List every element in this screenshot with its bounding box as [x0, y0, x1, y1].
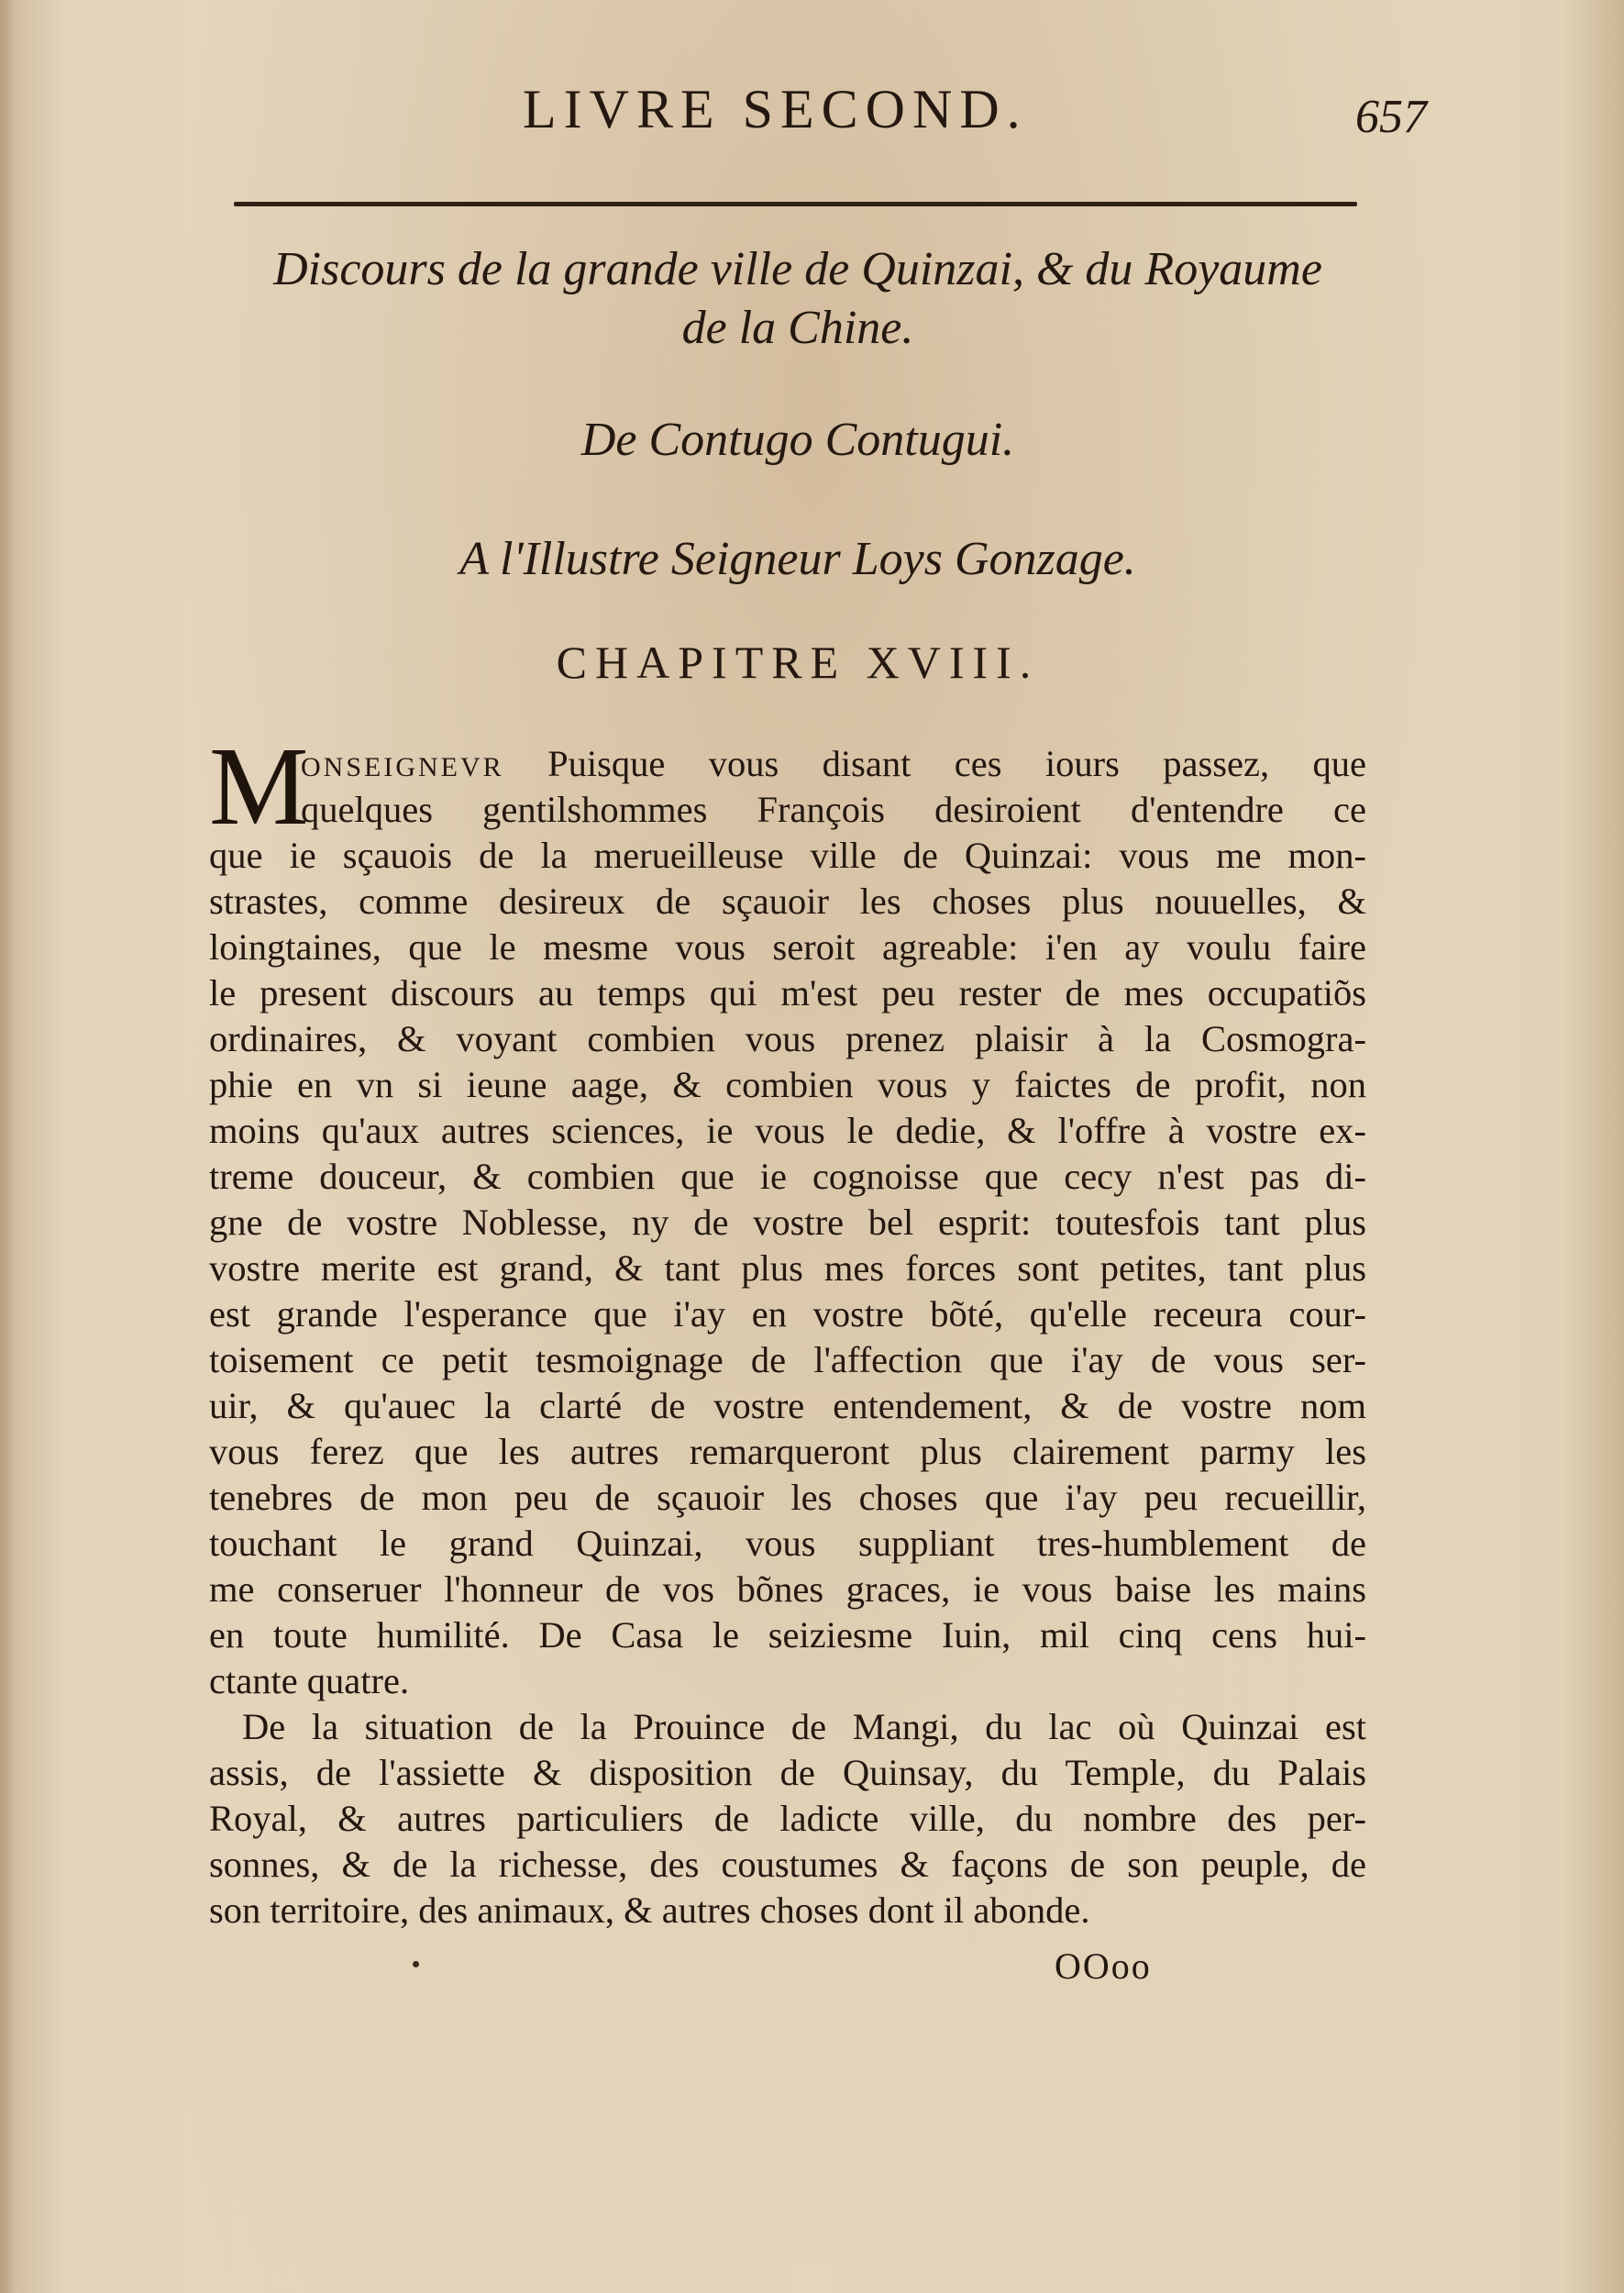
- catchword: OOoo: [1055, 1945, 1152, 1987]
- paragraph-2-line: sonnes, & de la richesse, des coustumes & façons de son peuple, de: [209, 1844, 1366, 1885]
- drop-cap: M: [209, 725, 309, 848]
- paragraph-1-line: en toute humilité. De Casa le seiziesme Iuin, mil cinq cens hui-: [209, 1614, 1366, 1656]
- paragraph-2-line: Royal, & autres particuliers de ladicte ville, du nombre des per-: [209, 1798, 1366, 1839]
- paragraph-1-line: vostre merite est grand, & tant plus mes forces sont petites, tant plus: [209, 1247, 1366, 1289]
- paragraph-1-line: vous ferez que les autres remarqueront plus clairement parmy les: [209, 1431, 1366, 1472]
- paragraph-1-line: moins qu'aux autres sciences, ie vous le dedie, & l'offre à vostre ex-: [209, 1110, 1366, 1151]
- paragraph-1-line: uir, & qu'auec la clarté de vostre entendement, & de vostre nom: [209, 1385, 1366, 1426]
- section-title-line-1: Discours de la grande ville de Quinzai, & du Royaume: [273, 243, 1322, 295]
- paragraph-1-line: tenebres de mon peu de sçauoir les choses que i'ay peu recueillir,: [209, 1477, 1366, 1518]
- ink-speck: [413, 1961, 419, 1967]
- paragraph-2-last-line: son territoire, des animaux, & autres choses dont il abonde.: [209, 1889, 1090, 1931]
- paragraph-1-line: loingtaines, que le mesme vous seroit agreable: i'en ay voulu faire: [209, 926, 1366, 968]
- paragraph-1-line: ordinaires, & voyant combien vous prenez plaisir à la Cosmogra-: [209, 1018, 1366, 1059]
- page-number: 657: [1355, 91, 1427, 143]
- paragraph-1-line: le present discours au temps qui m'est peu rester de mes occupatiõs: [209, 972, 1366, 1014]
- paragraph-1-line: phie en vn si ieune aage, & combien vous y faictes de profit, non: [209, 1064, 1366, 1105]
- paragraph-1-line: est grande l'esperance que i'ay en vostre bõté, qu'elle receura cour-: [209, 1293, 1366, 1335]
- first-word: ONSEIGNEVR: [301, 752, 504, 782]
- chapter-heading: CHAPITRE XVIII.: [556, 637, 1040, 688]
- paragraph-1-line: que ie sçauois de la merueilleuse ville de Quinzai: vous me mon-: [209, 835, 1366, 876]
- running-head: LIVRE SECOND.: [523, 79, 1028, 139]
- paragraph-1-line: touchant le grand Quinzai, vous suppliant tres-humblement de: [209, 1523, 1366, 1564]
- paragraph-1-line: treme douceur, & combien que ie cognoisse que cecy n'est pas di-: [209, 1156, 1366, 1197]
- paragraph-1-line: strastes, comme desireux de sçauoir les choses plus nouuelles, &: [209, 881, 1366, 922]
- paragraph-1-line: me conseruer l'honneur de vos bõnes graces, ie vous baise les mains: [209, 1568, 1366, 1610]
- header-rule: [234, 202, 1357, 206]
- author-line: De Contugo Contugui.: [580, 414, 1015, 466]
- paragraph-1-line-1-rest: Puisque vous disant ces iours passez, que: [547, 743, 1366, 784]
- body-text: [209, 725, 1366, 1933]
- paragraph-2-line: assis, de l'assiette & disposition de Quinsay, du Temple, du Palais: [209, 1752, 1366, 1793]
- dedication-line: A l'Illustre Seigneur Loys Gonzage.: [459, 533, 1136, 585]
- section-title: [183, 240, 1412, 358]
- page-gutter-shadow: [0, 0, 17, 2293]
- paragraph-2-line: De la situation de la Prouince de Mangi, du lac où Quinzai est: [242, 1706, 1366, 1747]
- paragraph-1-last-line: ctante quatre.: [209, 1660, 410, 1701]
- paragraph-1-line-1: [209, 741, 1366, 787]
- paragraph-1-line: quelques gentilshommes François desiroient d'entendre ce: [301, 789, 1366, 830]
- paragraph-1-line: gne de vostre Noblesse, ny de vostre bel esprit: toutesfois tant plus: [209, 1202, 1366, 1243]
- section-title-line-2: de la Chine.: [681, 302, 914, 354]
- paragraph-1-line: toisement ce petit tesmoignage de l'affection que i'ay de vous ser-: [209, 1339, 1366, 1380]
